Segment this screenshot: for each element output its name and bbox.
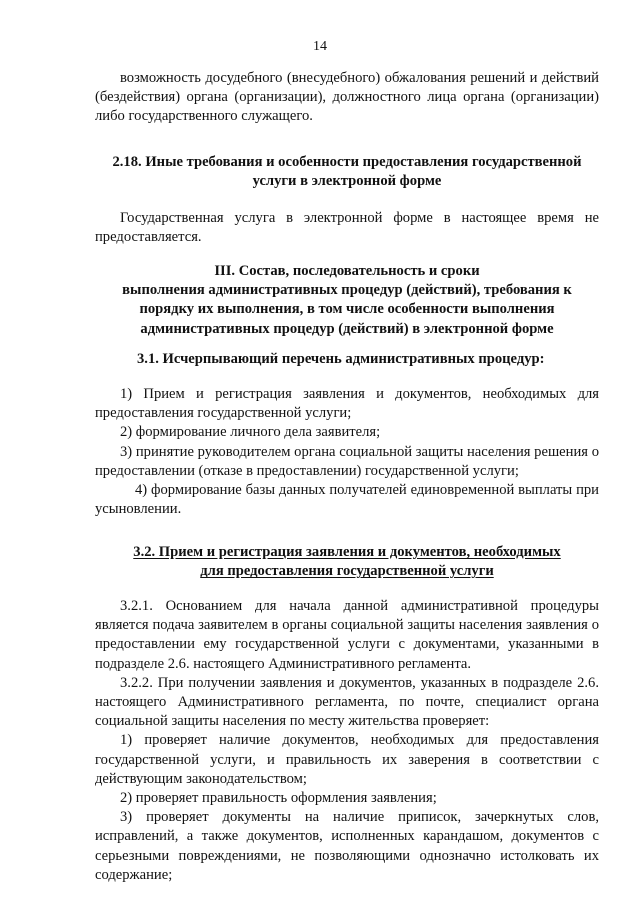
section-3-1-heading: 3.1. Исчерпывающий перечень административных процедур: — [137, 351, 545, 367]
section-3-1-list — [95, 385, 599, 519]
section-2-18-heading-line-2: услуги в электронной форме — [252, 173, 442, 190]
body-paragraph: 3.2.1. Основанием для начала данной административной процедуры является подача заявителем в органы социальной защиты населения заявления о предоставлении ему государственной услуги с документами, указанными в подразделе 2.6. настоящего Административного регламента. — [95, 598, 599, 672]
body-paragraph: 2) проверяет правильность оформления заявления; — [120, 790, 437, 807]
section-2-18-body — [95, 209, 599, 247]
section-3-2-heading-line-2: для предоставления государственной услуги — [200, 563, 494, 580]
body-paragraph: 3.2.2. При получении заявления и документов, указанных в подразделе 2.6. настоящего Административного регламента, по почте, специалист органа социальной защиты населения по месту жительства проверяет: — [95, 674, 599, 730]
body-paragraph: 3) проверяет документы на наличие приписок, зачеркнутых слов, исправлений, а также документов, исполненных карандашом, документов с серьезными повреждениями, не позволяющими однозначно истолковать их содержание; — [95, 809, 599, 883]
list-item: 3) принятие руководителем органа социальной защиты населения решения о предоставлении (отказе в предоставлении) государственной услуги; — [95, 443, 599, 479]
list-item: 4) формирование базы данных получателей единовременной выплаты при усыновлении. — [95, 482, 599, 518]
list-item: 2) формирование личного дела заявителя; — [120, 424, 381, 441]
section-2-18-heading — [95, 153, 599, 191]
section-2-18-heading-line-1: 2.18. Иные требования и особенности предоставления государственной — [112, 154, 582, 170]
section-3-1-heading-block — [95, 350, 599, 369]
continuation-block — [95, 69, 599, 127]
section-III-heading — [95, 262, 599, 339]
section-3-2-heading — [95, 543, 599, 581]
page-number: 14 — [313, 39, 327, 54]
section-III-heading-line-1: III. Состав, последовательность и сроки — [214, 263, 480, 279]
body-paragraph: 1) проверяет наличие документов, необходимых для предоставления государственной услуги, и правильность их заверения в соответствии с действующим законодательством; — [95, 732, 599, 787]
section-III-heading-line-3: порядку их выполнения, в том числе особенности выполнения — [139, 301, 555, 318]
section-III-heading-line-4: административных процедур (действий) в электронной форме — [140, 320, 554, 337]
section-3-2-heading-line-1: 3.2. Прием и регистрация заявления и документов, необходимых — [133, 544, 561, 560]
section-3-2-body — [95, 597, 599, 885]
list-item: 1) Прием и регистрация заявления и документов, необходимых для предоставления государственной услуги; — [95, 386, 599, 422]
section-III-heading-line-2: выполнения административных процедур (действий), требования к — [122, 282, 572, 299]
section-2-18-paragraph: Государственная услуга в электронной форме в настоящее время не предоставляется. — [95, 210, 599, 246]
continuation-paragraph: возможность досудебного (внесудебного) обжалования решений и действий (бездействия) органа (организации), должностного лица органа (организации) либо государственного служащего. — [95, 70, 599, 125]
